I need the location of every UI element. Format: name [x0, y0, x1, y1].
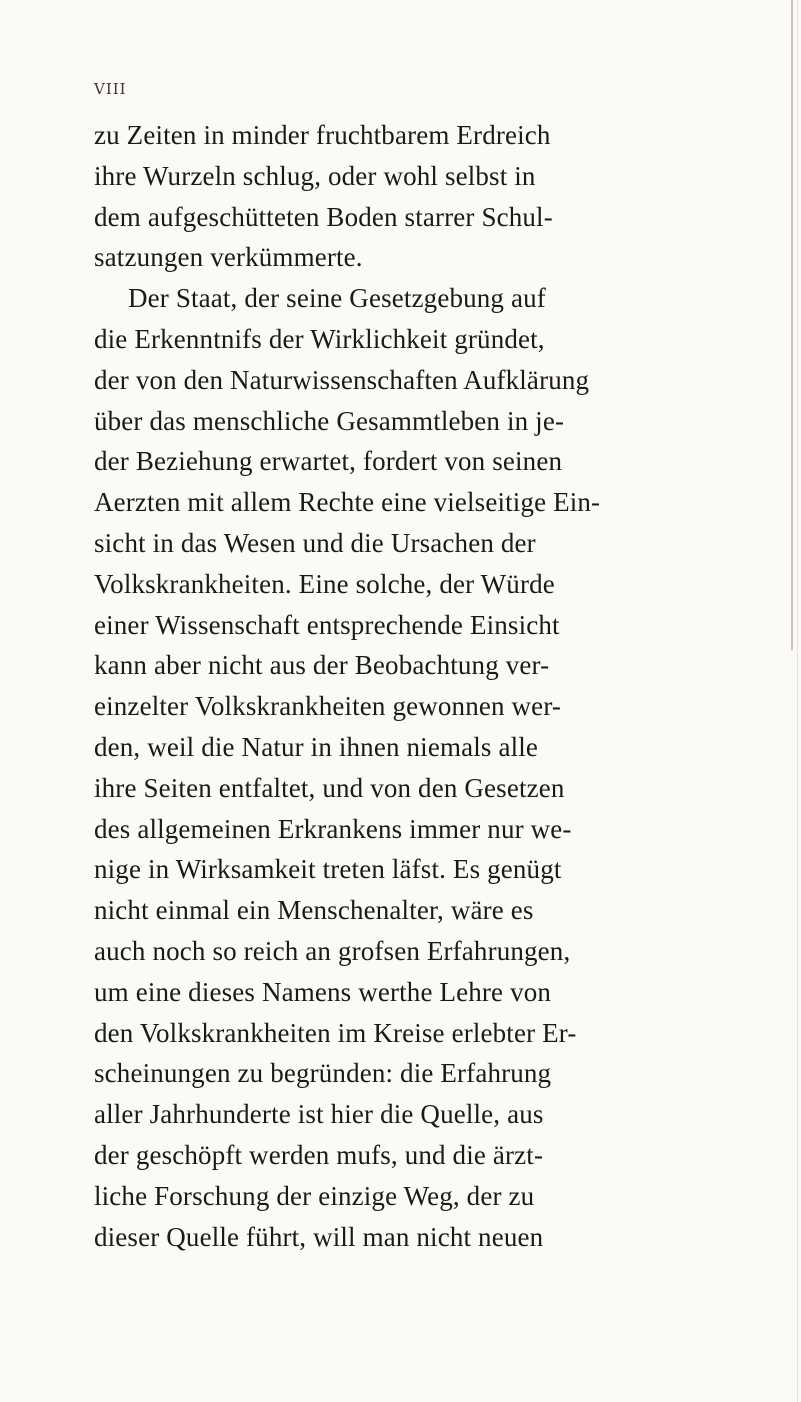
text-line: den Volkskrankheiten im Kreise erlebter Er- — [94, 1017, 577, 1048]
text-line: zu Zeiten in minder fruchtbarem Erdreich — [94, 120, 551, 150]
text-line: kann aber nicht aus der Beobachtung ver- — [94, 650, 550, 681]
text-line: nicht einmal ein Menschenalter, wäre es — [94, 895, 534, 926]
text-line: den, weil die Natur in ihnen niemals alle — [94, 731, 539, 762]
text-line: Volkskrankheiten. Eine solche, der Würde — [94, 568, 555, 599]
text-line: einer Wissenschaft entsprechende Einsicht — [94, 609, 560, 640]
text-line: aller Jahrhunderte ist hier die Quelle, aus — [94, 1099, 544, 1130]
page-edge-shadow — [791, 0, 793, 650]
text-line: Der Staat, der seine Gesetzgebung auf — [128, 283, 546, 314]
page-edge-faint — [797, 0, 798, 1402]
text-line: ihre Seiten entfaltet, und von den Gesetzen — [94, 772, 565, 803]
text-line: einzelter Volkskrankheiten gewonnen wer- — [94, 691, 562, 722]
text-line: der Beziehung erwartet, fordert von seinen — [94, 446, 563, 477]
text-line: liche Forschung der einzige Weg, der zu — [94, 1180, 535, 1211]
text-line: dieser Quelle führt, will man nicht neuen — [94, 1221, 544, 1252]
text-line: der von den Naturwissenschaften Aufklärung — [94, 364, 590, 395]
text-line: sicht in das Wesen und die Ursachen der — [94, 527, 536, 558]
text-line: die Erkenntnifs der Wirklichkeit gründet, — [94, 323, 545, 354]
text-line: nige in Wirksamkeit treten läfst. Es genügt — [94, 854, 562, 885]
text-line: scheinungen zu begründen: die Erfahrung — [94, 1058, 552, 1089]
text-line: um eine dieses Namens werthe Lehre von — [94, 976, 552, 1007]
text-line: satzungen verkümmerte. — [94, 242, 363, 273]
text-line: ihre Wurzeln schlug, oder wohl selbst in — [94, 160, 536, 191]
text-line: Aerzten mit allem Rechte eine vielseitige Ein- — [94, 487, 601, 518]
text-line: auch noch so reich an grofsen Erfahrungen, — [94, 935, 571, 966]
text-line: der geschöpft werden mufs, und die ärzt- — [94, 1139, 544, 1170]
text-line: über das menschliche Gesammtleben in je- — [94, 405, 565, 436]
page-number: VIII — [94, 80, 127, 98]
text-line: dem aufgeschütteten Boden starrer Schul- — [94, 201, 553, 232]
body-text — [94, 115, 784, 1257]
text-line: des allgemeinen Erkrankens immer nur we- — [94, 813, 572, 844]
